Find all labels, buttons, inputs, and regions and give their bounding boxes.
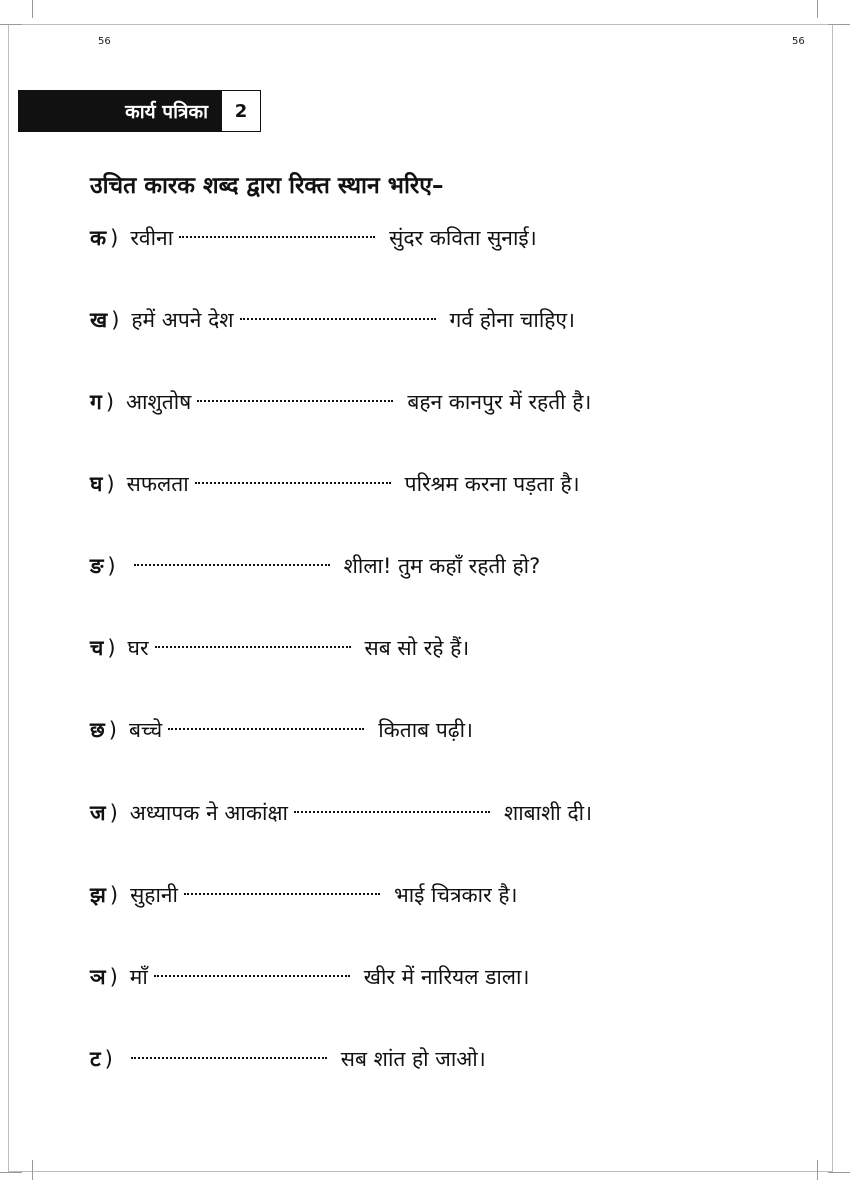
question-label: झ xyxy=(90,883,106,907)
question-label: ङ xyxy=(90,554,104,578)
fill-in-blank[interactable] xyxy=(131,1047,327,1059)
page-number-right: 56 xyxy=(792,36,805,47)
question-row xyxy=(90,631,469,665)
fill-in-blank[interactable] xyxy=(184,883,380,895)
question-paren: ) xyxy=(111,308,120,332)
fill-in-blank[interactable] xyxy=(168,718,364,730)
fill-in-blank[interactable] xyxy=(294,801,490,813)
crop-mark xyxy=(828,24,850,25)
question-label: ख xyxy=(90,308,108,332)
worksheet-badge xyxy=(18,90,261,132)
question-row xyxy=(90,385,591,419)
question-text-after: गर्व होना चाहिए। xyxy=(449,308,575,332)
question-label: च xyxy=(90,636,104,660)
question-paren: ) xyxy=(107,554,116,578)
fill-in-blank[interactable] xyxy=(195,472,391,484)
question-row xyxy=(90,878,517,912)
question-text-before: बच्चे xyxy=(128,718,163,742)
worksheet-title: कार्य पत्रिका xyxy=(19,91,220,131)
page-number-left: 56 xyxy=(98,36,111,47)
question-paren: ) xyxy=(108,718,117,742)
question-text-after: सब सो रहे हैं। xyxy=(364,636,470,660)
question-text-after: शीला! तुम कहाँ रहती हो? xyxy=(343,554,541,578)
fill-in-blank[interactable] xyxy=(179,226,375,238)
question-text-after: परिश्रम करना पड़ता है। xyxy=(404,472,580,496)
question-label: ग xyxy=(90,390,102,414)
question-text-before: रवीना xyxy=(130,226,174,250)
crop-mark xyxy=(0,24,22,25)
worksheet-number: 2 xyxy=(220,91,260,131)
question-row xyxy=(90,1042,486,1076)
question-text-before: सफलता xyxy=(126,472,189,496)
fill-in-blank[interactable] xyxy=(134,554,330,566)
question-paren: ) xyxy=(107,636,116,660)
question-text-after: सुंदर कविता सुनाई। xyxy=(389,226,537,250)
question-row xyxy=(90,549,540,583)
question-row xyxy=(90,796,592,830)
question-label: ञ xyxy=(90,965,106,989)
question-paren: ) xyxy=(110,226,119,250)
question-text-before: सुहानी xyxy=(130,883,178,907)
question-text-after: सब शांत हो जाओ। xyxy=(340,1047,486,1071)
question-row xyxy=(90,303,575,337)
question-paren: ) xyxy=(106,472,115,496)
crop-mark xyxy=(828,1172,850,1173)
crop-mark xyxy=(817,0,818,18)
question-text-before: आशुतोष xyxy=(126,390,192,414)
question-paren: ) xyxy=(109,883,119,907)
question-label: ज xyxy=(90,801,106,825)
question-text-before: हमें अपने देश xyxy=(131,308,234,332)
question-text-before: अध्यापक ने आकांक्षा xyxy=(129,801,288,825)
crop-mark xyxy=(32,1160,33,1180)
instruction-heading: उचित कारक शब्द द्वारा रिक्त स्थान भरिए– xyxy=(90,173,444,199)
question-row xyxy=(90,713,473,747)
question-row xyxy=(90,467,580,501)
question-label: छ xyxy=(90,718,105,742)
question-paren: ) xyxy=(109,801,118,825)
crop-mark xyxy=(32,0,33,18)
fill-in-blank[interactable] xyxy=(197,390,393,402)
question-label: घ xyxy=(90,472,103,496)
question-row xyxy=(90,221,537,255)
question-label: क xyxy=(90,226,107,250)
question-text-after: किताब पढ़ी। xyxy=(378,718,473,742)
fill-in-blank[interactable] xyxy=(155,636,351,648)
question-label: ट xyxy=(90,1047,101,1071)
question-paren: ) xyxy=(104,1047,113,1071)
question-text-after: खीर में नारियल डाला। xyxy=(363,965,530,989)
fill-in-blank[interactable] xyxy=(154,965,350,977)
question-paren: ) xyxy=(105,390,115,414)
fill-in-blank[interactable] xyxy=(240,308,436,320)
crop-mark xyxy=(817,1160,818,1180)
question-text-before: घर xyxy=(127,636,149,660)
question-text-after: बहन कानपुर में रहती है। xyxy=(407,390,592,414)
crop-mark xyxy=(0,1172,22,1173)
question-text-before: माँ xyxy=(129,965,148,989)
question-text-after: शाबाशी दी। xyxy=(503,801,593,825)
question-paren: ) xyxy=(109,965,118,989)
question-text-after: भाई चित्रकार है। xyxy=(393,883,518,907)
question-row xyxy=(90,960,529,994)
